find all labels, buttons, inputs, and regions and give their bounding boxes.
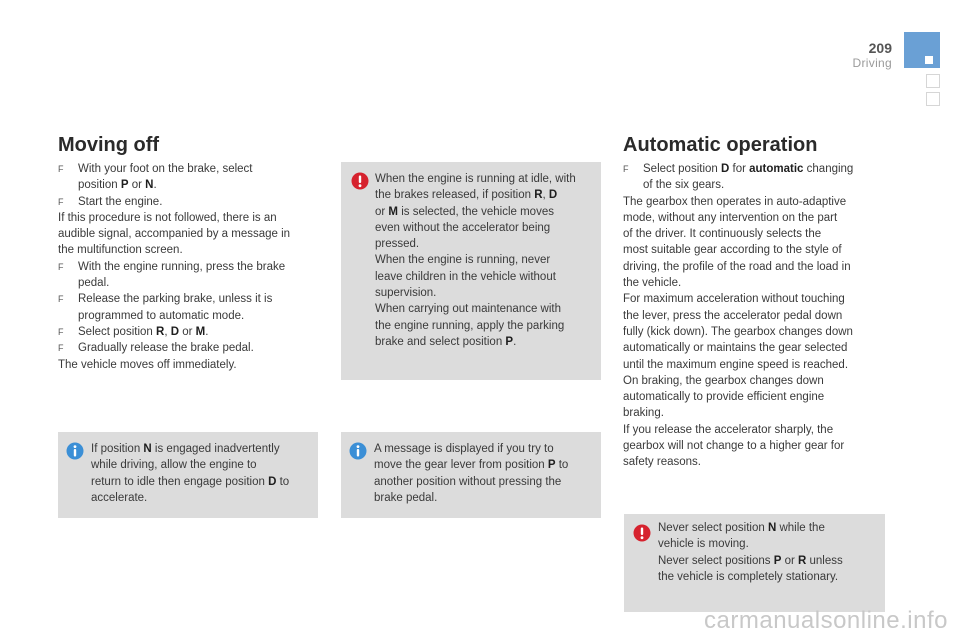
text-line: If position N is engaged inadvertently [91,443,280,455]
text-line: Never select positions P or R unless [658,554,843,567]
text-line: With the engine running, press the brake [78,260,286,273]
text-line: even without the accelerator being [375,221,551,234]
text-line: Gradually release the brake pedal. [78,342,254,355]
text-line: brake and select position P. [375,335,517,348]
section-name: Driving [852,56,892,70]
text-line: The vehicle moves off immediately. [58,358,237,371]
info-box-neutral [58,432,318,518]
text-line: driving, the profile of the road and the load in [623,260,851,273]
text-line: pedal. [78,277,110,290]
moving-off-title: Moving off [58,134,160,156]
page-number: 209 [868,40,892,56]
warning-icon [351,172,369,190]
text-line: If you release the accelerator sharply, the [623,423,834,436]
text-line: If this procedure is not followed, there is an [58,211,277,224]
text-line: supervision. [375,287,437,300]
text-line: until the maximum engine speed is reached. [623,358,849,371]
bullet-item [58,340,318,356]
text-line: return to idle then engage position D to [91,475,290,488]
text-line: automatically to provide efficient engine [623,391,825,404]
text-line: safety reasons. [623,456,701,469]
text-line: When the engine is running at idle, with [375,173,576,185]
text-line: of the six gears. [643,179,725,192]
text-line: Start the engine. [78,195,163,208]
bullet-icon: F [623,164,629,174]
automatic-operation-text [623,161,885,471]
text-line: or M is selected, the vehicle moves [375,205,554,218]
text-line: When carrying out maintenance with [375,303,562,316]
watermark: carmanualsonline.info [704,607,948,634]
bullet-item [623,161,885,194]
text-line: The gearbox then operates in auto-adaptive [623,195,847,208]
text-line: the vehicle. [623,277,682,290]
text-line: move the gear lever from position P to [374,459,569,472]
moving-off-text [58,161,318,373]
text-line: of the driver. It continuously selects the [623,228,822,241]
text-line: On braking, the gearbox changes down [623,374,824,387]
text-line: gearbox will not change to a higher gear for [623,440,845,453]
text-line: audible signal, accompanied by a message in [58,228,291,241]
text-line: the multifunction screen. [58,244,183,257]
bullet-item [58,259,318,292]
warning-box-never [624,514,885,612]
bullet-icon: F [58,164,64,174]
bullet-icon: F [58,196,64,207]
text-line: Select position D for automatic changing [643,163,854,175]
text-line: For maximum acceleration without touching [623,293,845,306]
text-line: vehicle is moving. [658,538,749,551]
text-line: the brakes released, if position R, D [375,189,558,202]
text-line: braking. [623,407,664,420]
bullet-item [58,194,318,210]
bullet-icon: F [58,343,64,354]
text-line: programmed to automatic mode. [78,309,245,322]
text-line: fully (kick down). The gearbox changes down [623,325,853,338]
text-line: leave children in the vehicle without [375,270,556,283]
bullet-icon: F [58,261,64,272]
section-tab-active[interactable] [904,32,940,68]
warning-icon [633,524,651,542]
text-line: another position without pressing the [374,475,562,488]
bullet-item [58,161,318,194]
text-line: Never select position N while the [658,522,825,534]
automatic-paragraphs [623,194,885,471]
bullet-icon: F [58,326,64,337]
section-tab-empty-2[interactable] [926,92,940,106]
text-line: mode, without any intervention on the part [623,211,838,224]
info-icon [349,442,367,460]
text-line: accelerate. [91,491,148,504]
text-line: the lever, press the accelerator pedal down [623,309,843,322]
text-line: brake pedal. [374,491,438,504]
text-line: most suitable gear according to the style of [623,244,842,257]
text-line: A message is displayed if you try to [374,443,554,455]
automatic-operation-title: Automatic operation [623,134,818,156]
section-tab-empty-1[interactable] [926,74,940,88]
bullet-item [58,291,318,324]
tab-marker-icon [925,56,933,64]
text-line: Select position R, D or M. [78,325,209,338]
text-line: pressed. [375,238,420,251]
text-line: while driving, allow the engine to [91,459,257,472]
warning-box-idle [341,162,601,380]
text-line: the vehicle is completely stationary. [658,570,839,583]
text-line: position P or N. [78,179,157,192]
text-line: automatically or maintains the gear selected [623,342,848,355]
text-line: the engine running, apply the parking [375,319,565,332]
bullet-item [58,324,318,340]
text-line: Release the parking brake, unless it is [78,293,273,306]
info-box-message [341,432,601,518]
text-line: With your foot on the brake, select [78,163,253,175]
info-icon [66,442,84,460]
text-line: When the engine is running, never [375,254,551,267]
bullet-icon: F [58,294,64,305]
